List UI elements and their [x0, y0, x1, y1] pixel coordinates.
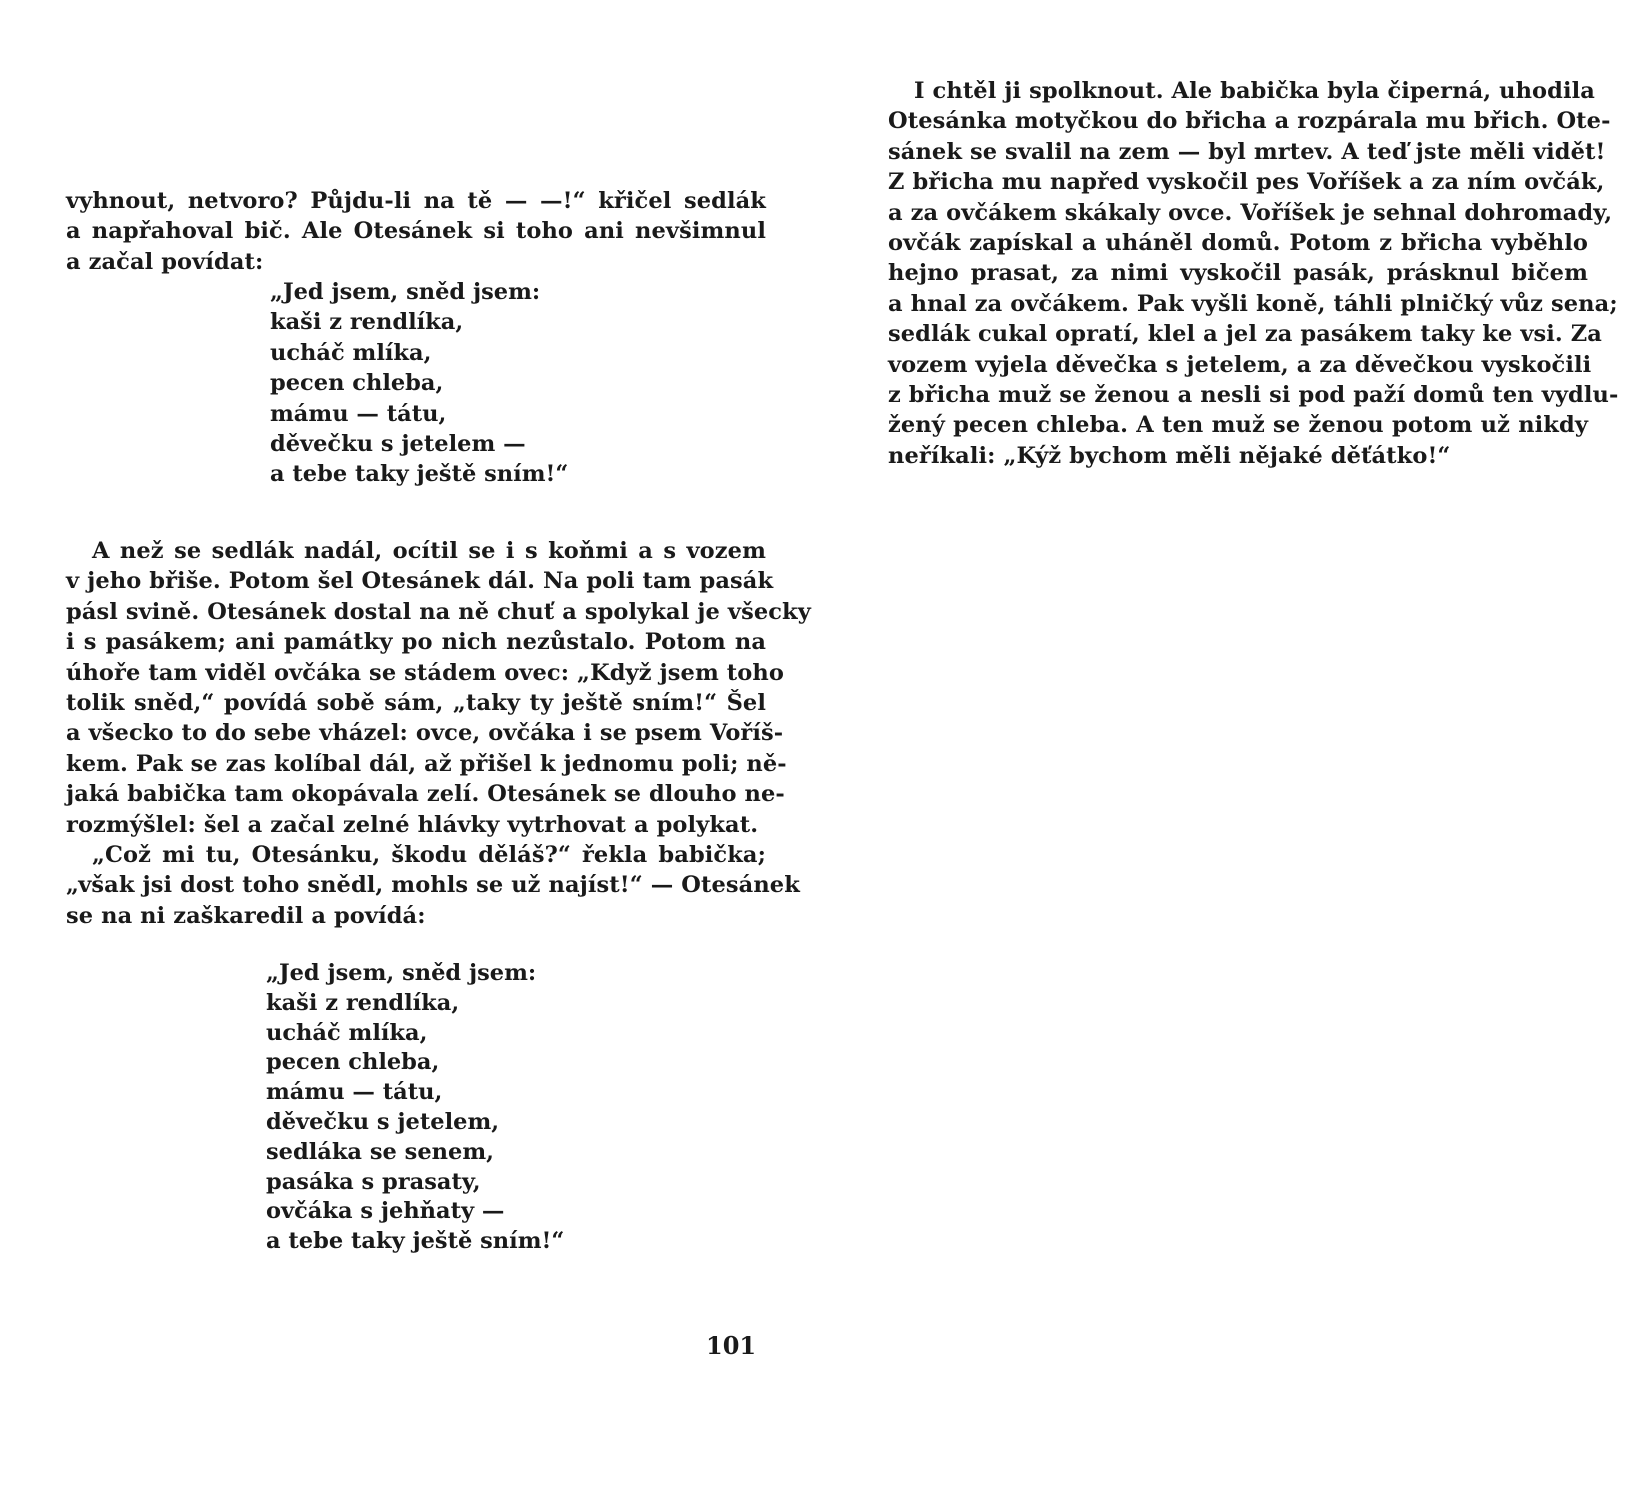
text-line: pásl svině. Otesánek dostal na ně chuť a spolykal je všecky [66, 598, 811, 625]
text-line: a hnal za ovčákem. Pak vyšli koně, táhli plničký vůz sena; [888, 290, 1618, 317]
text-line: tolik sněd,“ povídá sobě sám, „taky ty ještě sním!“ Šel [66, 690, 766, 716]
text-line: „však jsi dost toho snědl, mohls se už najíst!“ — Otesánek [66, 872, 800, 899]
verse-line: děvečku s jetelem, [266, 1109, 500, 1135]
verse-line: a tebe taky ještě sním!“ [266, 1228, 565, 1255]
page-number: 101 [706, 1331, 757, 1360]
text-line: a všecko to do sebe vházel: ovce, ovčáka i se psem Voříš- [66, 720, 784, 747]
verse-line: ucháč mlíka, [266, 1019, 428, 1046]
text-line: sánek se svalil na zem — byl mrtev. A teď jste měli vidět! [888, 138, 1606, 165]
text-line: vozem vyjela děvečka s jetelem, a za děvečkou vyskočili [888, 351, 1592, 378]
text-line: sedlák cukal opratí, klel a jel za pasákem taky ke vsi. Za [888, 321, 1602, 348]
text-line: kem. Pak se zas kolíbal dál, až přišel k jednomu poli; ně- [66, 750, 787, 777]
text-line: z břicha muž se ženou a nesli si pod paží domů ten vydlu- [888, 382, 1619, 408]
text-line: hejno prasat, za nimi vyskočil pasák, prásknul bičem [888, 260, 1588, 287]
text-line: jaká babička tam okopávala zelí. Otesánek se dlouho ne- [66, 781, 785, 808]
text-line: I chtěl ji spolknout. Ale babička byla čiperná, uhodila [914, 78, 1595, 104]
text-line: ovčák zapískal a uháněl domů. Potom z břicha vyběhlo [888, 230, 1588, 256]
verse-line: pecen chleba, [266, 1049, 440, 1076]
verse-line: děvečku s jetelem — [270, 431, 526, 457]
text-line: neříkali: „Kýž bychom měli nějaké děťátko!“ [888, 442, 1451, 469]
verse-line: pasáka s prasaty, [266, 1168, 481, 1195]
verse-line: kaši z rendlíka, [270, 309, 464, 336]
verse-line: ucháč mlíka, [270, 339, 432, 366]
text-line: A než se sedlák nadál, ocítil se i s koňmi a s vozem [92, 538, 766, 564]
text-line: „Což mi tu, Otesánku, škodu děláš?“ řekla babička; [92, 842, 766, 868]
text-line: a napřahoval bič. Ale Otesánek si toho ani nevšimnul [66, 218, 766, 245]
text-line: úhoře tam viděl ovčáka se stádem ovec: „Když jsem toho [66, 659, 784, 686]
verse-line: „Jed jsem, sněd jsem: [266, 960, 537, 986]
text-line: se na ni zaškaredil a povídá: [66, 902, 426, 929]
text-line: v jeho břiše. Potom šel Otesánek dál. Na poli tam pasák [66, 568, 774, 595]
text-line: a začal povídat: [66, 248, 264, 275]
verse-line: mámu — tátu, [266, 1079, 443, 1106]
text-line: a za ovčákem skákaly ovce. Voříšek je sehnal dohromady, [888, 199, 1613, 226]
verse-line: pecen chleba, [270, 370, 444, 397]
verse-line: a tebe taky ještě sním!“ [270, 461, 569, 488]
verse-line: kaši z rendlíka, [266, 989, 460, 1016]
verse-line: sedláka se senem, [266, 1138, 494, 1165]
text-line: i s pasákem; ani památky po nich nezůstalo. Potom na [66, 629, 766, 656]
text-line: vyhnout, netvoro? Půjdu-li na tě — —!“ křičel sedlák [66, 188, 766, 214]
text-line: Otesánka motyčkou do břicha a rozpárala mu břich. Ote- [888, 108, 1611, 135]
text-line: Z břicha mu napřed vyskočil pes Voříšek a za ním ovčák, [888, 169, 1605, 196]
verse-line: ovčáka s jehňaty — [266, 1198, 505, 1225]
verse-line: „Jed jsem, sněd jsem: [270, 279, 541, 305]
text-line: žený pecen chleba. A ten muž se ženou potom už nikdy [888, 412, 1588, 439]
text-line: rozmýšlel: šel a začal zelné hlávky vytrhovat a polykat. [66, 811, 759, 838]
verse-line: mámu — tátu, [270, 400, 447, 427]
